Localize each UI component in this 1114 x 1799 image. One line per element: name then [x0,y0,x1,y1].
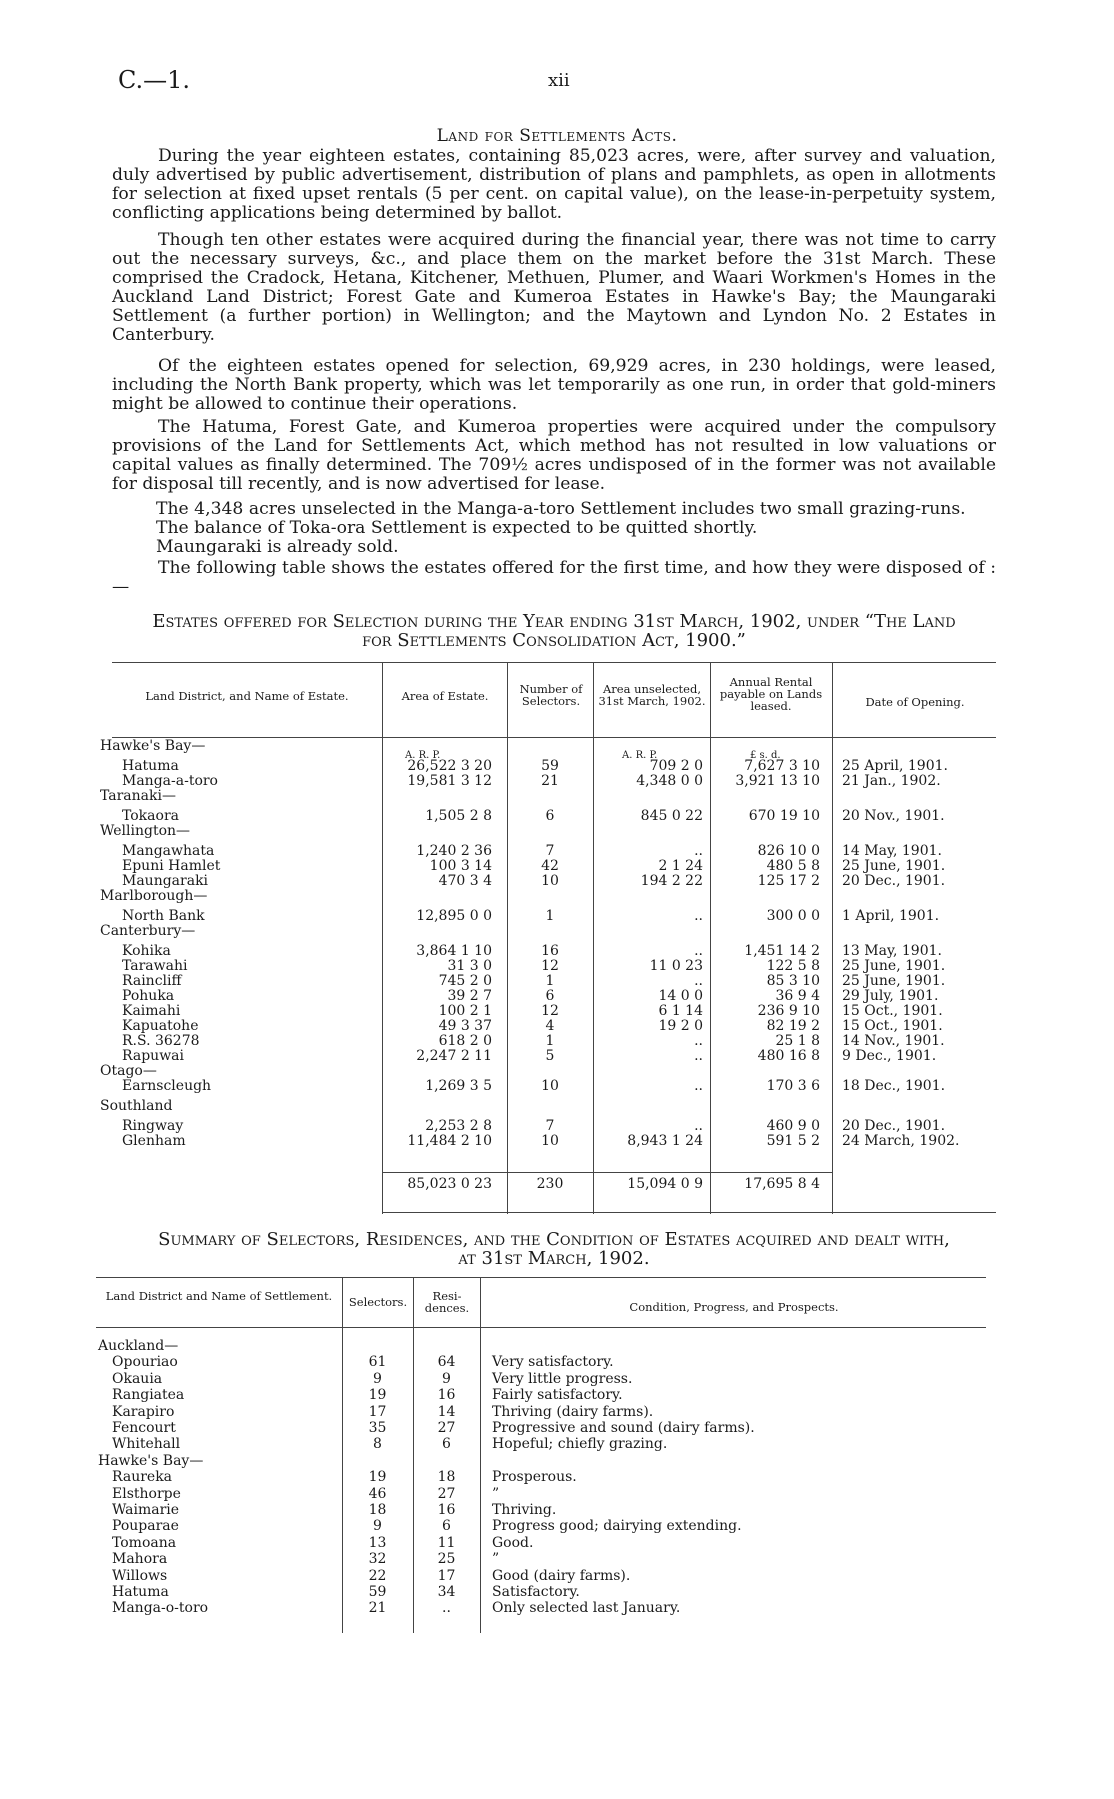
table1-title-line1: Estates offered for Selection during the Year ending 31st March, 1902, under “The Land [152,611,956,632]
district-label: Hawke's Bay— [98,1453,204,1469]
estate-opening-date: 13 May, 1901. [842,943,942,959]
estate-selectors: 6 [545,988,555,1004]
estate-name: Tokaora [122,808,179,824]
settlement-residences: 25 [437,1551,456,1567]
estate-name: Ringway [122,1118,184,1134]
estate-selectors: 4 [545,1018,555,1034]
estate-selectors: 12 [541,958,559,974]
settlement-residences: 16 [437,1387,456,1403]
estate-name: R.S. 36278 [122,1033,200,1049]
section-title: Land for Settlements Acts. [436,126,678,146]
note-line-2: The balance of Toka-ora Settlement is expected to be quitted shortly. [156,518,758,538]
estate-selectors: 7 [545,843,555,859]
total-unselected: 15,094 0 9 [627,1176,703,1192]
estate-unselected: 14 0 0 [658,988,703,1004]
settlement-condition: Progress good; dairying extending. [492,1518,742,1534]
col-header-selectors: Selectors. [348,1295,408,1309]
estate-rental: 170 3 6 [766,1078,820,1094]
estate-opening-date: 25 June, 1901. [842,958,946,974]
estate-opening-date: 25 June, 1901. [842,973,946,989]
estate-opening-date: 14 May, 1901. [842,843,942,859]
estate-opening-date: 1 April, 1901. [842,908,940,924]
settlement-name: Karapiro [112,1404,175,1420]
estate-opening-date: 14 Nov., 1901. [842,1033,945,1049]
estate-name: Kapuatohe [122,1018,199,1034]
estate-name: Pohuka [122,988,175,1004]
settlement-condition: Very little progress. [492,1371,633,1387]
district-label: Hawke's Bay— [100,738,206,754]
settlement-selectors: 21 [368,1600,387,1616]
note-line-1: The 4,348 acres unselected in the Manga-a-toro Settlement includes two small grazing-runs. [156,499,966,519]
settlement-name: Fencourt [112,1420,176,1436]
col-header-condition: Condition, Progress, and Prospects. [629,1300,839,1314]
estate-selectors: 1 [545,1033,555,1049]
estate-rental: 300 0 0 [766,908,820,924]
estate-rental: 125 17 2 [757,873,820,889]
estate-rental: 7,627 3 10 [744,758,820,774]
estate-selectors: 6 [545,808,555,824]
estate-area: 19,581 3 12 [407,773,492,789]
settlement-name: Hatuma [112,1584,169,1600]
estate-unselected: .. [694,943,703,959]
estate-rental: 460 9 0 [766,1118,820,1134]
settlement-condition: ” [492,1551,500,1567]
settlement-selectors: 35 [368,1420,387,1436]
settlement-residences: 34 [437,1584,456,1600]
settlement-residences: 18 [437,1469,456,1485]
estate-unselected: 19 2 0 [658,1018,703,1034]
estate-rental: 670 19 10 [748,808,820,824]
estate-opening-date: 21 Jan., 1902. [842,773,941,789]
settlement-condition: Satisfactory. [492,1584,580,1600]
estate-unselected: 6 1 14 [658,1003,703,1019]
district-label: Otago— [100,1063,157,1079]
col-header-residences: Resi-dences. [424,1289,470,1315]
document-code: C.—1. [118,66,191,94]
settlement-condition: Only selected last January. [492,1600,681,1616]
district-label: Wellington— [100,823,191,839]
estate-rental: 826 10 0 [757,843,820,859]
estate-selectors: 59 [541,758,559,774]
settlement-selectors: 19 [368,1387,387,1403]
estate-unselected: .. [694,843,703,859]
total-rental: 17,695 8 4 [744,1176,820,1192]
settlement-residences: 64 [437,1354,456,1370]
settlement-name: Elsthorpe [112,1486,181,1502]
estate-name: Maungaraki [122,873,209,889]
estate-rental: 25 1 8 [775,1033,820,1049]
settlement-residences: 11 [437,1535,456,1551]
estate-rental: 36 9 4 [775,988,820,1004]
estate-selectors: 16 [541,943,559,959]
estate-unselected: 845 0 22 [640,808,703,824]
paragraph-2: Though ten other estates were acquired during the financial year, there was not time to carry out the necessary surveys, &c., and place them on the market before the 31st March. These comprised the Cradock, Hetana, Kitchener, Methuen, Plumer, and Waari Workmen's Homes in the Auckland Land District; Forest Gate and Kumeroa Estates in Hawke's Bay; the Maungaraki Settlement (a further portion) in Wellington; and the Maytown and Lyndon No. 2 Estates in Canterbury. [112,230,996,345]
rental-units: £ s. d. [750,750,781,761]
settlement-condition: Very satisfactory. [492,1354,614,1370]
col-header-settlement: Land District and Name of Settlement. [105,1289,333,1303]
settlement-name: Willows [112,1568,168,1584]
estate-selectors: 42 [541,858,559,874]
estate-area: 470 3 4 [438,873,492,889]
settlement-name: Waimarie [112,1502,180,1518]
page-number: xii [548,70,570,91]
table2-title-line1: Summary of Selectors, Residences, and the Condition of Estates acquired and dealt with, [158,1229,950,1250]
settlement-selectors: 9 [373,1371,382,1387]
note-line-3: Maungaraki is already sold. [156,537,399,557]
estate-area: 11,484 2 10 [407,1133,492,1149]
estate-selectors: 10 [541,1078,559,1094]
settlement-name: Whitehall [112,1436,181,1452]
estate-name: Rapuwai [122,1048,184,1064]
col-header-rental: Annual Rental payable on Lands leased. [719,675,823,713]
estate-unselected: 4,348 0 0 [636,773,703,789]
district-label: Canterbury— [100,923,196,939]
estate-name: Hatuma [122,758,179,774]
settlement-condition: Good. [492,1535,534,1551]
estate-opening-date: 15 Oct., 1901. [842,1003,943,1019]
estate-rental: 3,921 13 10 [735,773,820,789]
col-header-estate: Land District, and Name of Estate. [145,689,349,703]
estate-opening-date: 24 March, 1902. [842,1133,960,1149]
estate-rental: 480 16 8 [757,1048,820,1064]
estate-selectors: 21 [541,773,559,789]
estate-name: Kohika [122,943,171,959]
estate-rental: 122 5 8 [766,958,820,974]
estate-opening-date: 15 Oct., 1901. [842,1018,943,1034]
settlement-condition: Fairly satisfactory. [492,1387,623,1403]
estate-unselected: 8,943 1 24 [627,1133,703,1149]
estate-unselected: .. [694,973,703,989]
settlement-residences: 17 [437,1568,456,1584]
estate-selectors: 1 [545,973,555,989]
estate-rental: 480 5 8 [766,858,820,874]
settlement-selectors: 32 [368,1551,387,1567]
estate-area: 100 3 14 [429,858,492,874]
settlement-name: Opouriao [112,1354,178,1370]
estate-opening-date: 20 Dec., 1901. [842,1118,946,1134]
estate-name: Tarawahi [122,958,188,974]
estate-unselected: 194 2 22 [640,873,703,889]
col-header-date: Date of Opening. [865,695,965,709]
estate-selectors: 10 [541,873,559,889]
district-label: Marlborough— [100,888,208,904]
settlement-selectors: 46 [368,1486,387,1502]
table2-title-line2: at 31st March, 1902. [458,1248,650,1269]
estate-opening-date: 25 June, 1901. [842,858,946,874]
settlement-condition: Prosperous. [492,1469,577,1485]
estate-opening-date: 18 Dec., 1901. [842,1078,946,1094]
estate-unselected: .. [694,1033,703,1049]
unselected-units: A. R. P. [622,750,658,761]
estate-area: 2,247 2 11 [416,1048,492,1064]
estate-area: 1,240 2 36 [416,843,492,859]
col-header-area: Area of Estate. [401,689,489,703]
estate-area: 100 2 1 [438,1003,492,1019]
col-header-selectors: Number of Selectors. [519,682,583,708]
settlement-name: Tomoana [112,1535,177,1551]
estate-name: North Bank [122,908,205,924]
settlement-residences: 6 [442,1518,451,1534]
settlement-residences: 27 [437,1420,456,1436]
estate-selectors: 10 [541,1133,559,1149]
estate-rental: 591 5 2 [766,1133,820,1149]
settlement-residences: 9 [442,1371,451,1387]
estate-selectors: 5 [545,1048,555,1064]
estate-selectors: 12 [541,1003,559,1019]
estate-area: 3,864 1 10 [416,943,492,959]
settlement-residences: 14 [437,1404,456,1420]
settlement-condition: Hopeful; chiefly grazing. [492,1436,668,1452]
table-intro: The following table shows the estates offered for the first time, and how they were disposed of :— [112,558,996,597]
estate-opening-date: 20 Nov., 1901. [842,808,945,824]
estate-unselected: .. [694,1118,703,1134]
settlement-residences: .. [442,1600,451,1616]
estate-name: Glenham [122,1133,186,1149]
estate-rental: 1,451 14 2 [744,943,820,959]
estate-area: 618 2 0 [438,1033,492,1049]
table1-title-line2: for Settlements Consolidation Act, 1900.” [362,630,746,651]
settlement-condition: ” [492,1486,500,1502]
estate-selectors: 7 [545,1118,555,1134]
settlement-name: Manga-o-toro [112,1600,209,1616]
total-selectors: 230 [536,1176,564,1192]
settlement-selectors: 19 [368,1469,387,1485]
estate-name: Kaimahi [122,1003,181,1019]
estate-unselected: 2 1 24 [658,858,703,874]
settlement-condition: Good (dairy farms). [492,1568,631,1584]
settlement-selectors: 8 [373,1436,382,1452]
estate-area: 39 2 7 [447,988,492,1004]
estate-area: 49 3 37 [438,1018,492,1034]
estate-unselected: 709 2 0 [649,758,703,774]
estate-opening-date: 29 July, 1901. [842,988,939,1004]
settlement-name: Raureka [112,1469,173,1485]
estate-opening-date: 25 April, 1901. [842,758,948,774]
district-label: Auckland— [98,1338,179,1354]
settlement-selectors: 59 [368,1584,387,1600]
estate-unselected: 11 0 23 [649,958,703,974]
settlement-name: Mahora [112,1551,168,1567]
estate-opening-date: 20 Dec., 1901. [842,873,946,889]
estate-unselected: .. [694,1078,703,1094]
settlement-selectors: 61 [368,1354,387,1370]
settlement-residences: 6 [442,1436,451,1452]
estate-area: 1,269 3 5 [425,1078,492,1094]
estate-unselected: .. [694,908,703,924]
estate-unselected: .. [694,1048,703,1064]
estate-area: 26,522 3 20 [407,758,492,774]
estate-name: Mangawhata [122,843,215,859]
settlement-condition: Thriving. [492,1502,557,1518]
settlement-selectors: 18 [368,1502,387,1518]
settlement-residences: 16 [437,1502,456,1518]
estate-name: Raincliff [122,973,182,989]
area-units: A. R. P. [405,750,441,761]
settlement-condition: Thriving (dairy farms). [492,1404,654,1420]
estate-area: 1,505 2 8 [425,808,492,824]
settlement-selectors: 17 [368,1404,387,1420]
estate-opening-date: 9 Dec., 1901. [842,1048,937,1064]
settlement-selectors: 22 [368,1568,387,1584]
settlement-residences: 27 [437,1486,456,1502]
estate-name: Epuni Hamlet [122,858,221,874]
settlement-name: Pouparae [112,1518,179,1534]
estate-name: Manga-a-toro [122,773,218,789]
estate-selectors: 1 [545,908,555,924]
paragraph-4: The Hatuma, Forest Gate, and Kumeroa properties were acquired under the compulsory provisions of the Land for Settlements Act, which method has not resulted in low valuations or capital values as finally determined. The 709½ acres undisposed of in the former was not available for disposal till recently, and is now advertised for lease. [112,417,996,494]
paragraph-3: Of the eighteen estates opened for selection, 69,929 acres, in 230 holdings, were leased, including the North Bank property, which was let temporarily as one run, in order that gold-miners might be allowed to continue their operations. [112,356,996,414]
settlement-selectors: 13 [368,1535,387,1551]
district-label: Southland [100,1098,173,1114]
estate-area: 2,253 2 8 [425,1118,492,1134]
settlement-name: Okauia [112,1371,163,1387]
settlement-name: Rangiatea [112,1387,185,1403]
estate-rental: 85 3 10 [766,973,820,989]
district-label: Taranaki— [100,788,176,804]
estate-area: 31 3 0 [447,958,492,974]
settlement-condition: Progressive and sound (dairy farms). [492,1420,755,1436]
estate-area: 745 2 0 [438,973,492,989]
settlement-selectors: 9 [373,1518,382,1534]
paragraph-1: During the year eighteen estates, containing 85,023 acres, were, after survey and valuation, duly advertised by public advertisement, distribution of plans and pamphlets, as open in allotments for selection at fixed upset rentals (5 per cent. on capital value), on the lease-in-perpetuity system, conflicting applications being determined by ballot. [112,146,996,223]
estate-rental: 82 19 2 [766,1018,820,1034]
col-header-unselected: Area unselected, 31st March, 1902. [598,682,706,708]
estate-rental: 236 9 10 [757,1003,820,1019]
estate-area: 12,895 0 0 [416,908,492,924]
total-area: 85,023 0 23 [407,1176,492,1192]
estate-name: Earnscleugh [122,1078,212,1094]
